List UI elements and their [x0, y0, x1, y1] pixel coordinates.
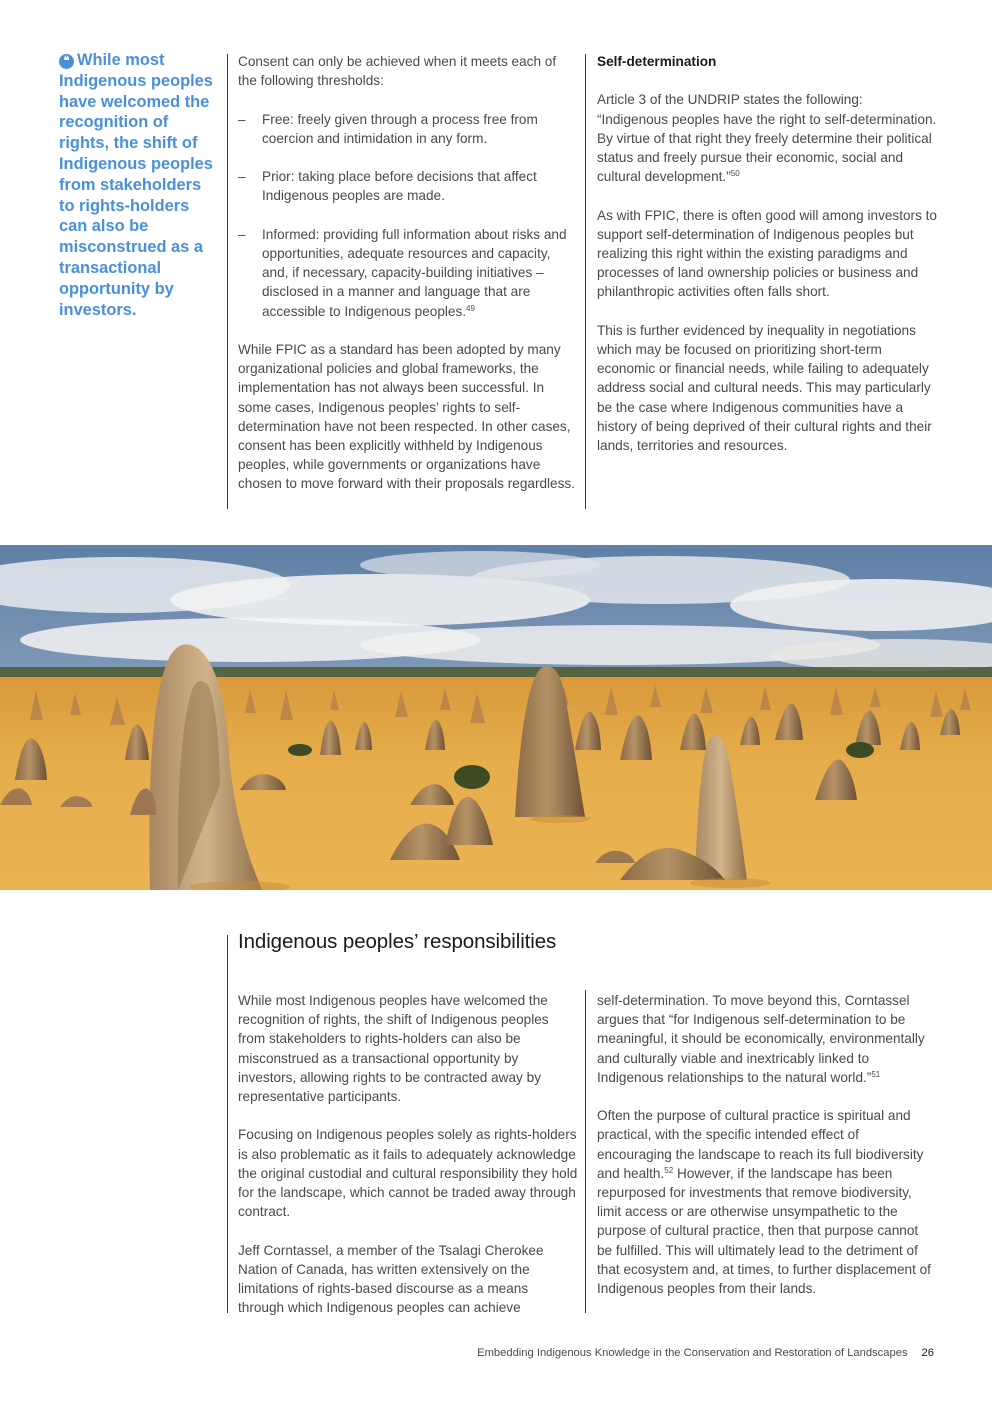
page-number: 26: [921, 1347, 934, 1359]
footnote-ref-50: 50: [730, 169, 740, 179]
self-determination-heading: Self-determination: [597, 54, 717, 69]
pull-quote-text: While most Indigenous peoples have welcomed the recognition of rights, the shift of Indigenous peoples from stakeholders to rights-holders can also be misconstrued as a transactional opportunity by investors.: [59, 51, 213, 319]
rights-holders-paragraph: Focusing on Indigenous peoples solely as rights-holders is also problematic as it fails to adequately acknowledge the original custodial and cultural responsibility they hold for the landscape, which cannot be traded away through contract.: [238, 1127, 578, 1220]
threshold-prior: – Prior: taking place before decisions that affect Indigenous peoples are made.: [238, 169, 537, 204]
undrip-paragraph: Article 3 of the UNDRIP states the following: “Indigenous peoples have the right to self-determination. By virtue of that right they freely determine their political status and freely pursue their economic, social and cultural development.”$^{50}$: [597, 92, 937, 185]
cultural-practice-paragraph: Often the purpose of cultural practice is spiritual and practical, with the specific intended effect of encouraging the landscape to reach its full biodiversity and health.$^{52}$ However, if the landscape has been repurposed for investments that remove biodiversity, limit access or are otherwise unsympathetic to the purpose of cultural practice, then that purpose cannot be fulfilled. This will ultimately lead to the detriment of that ecosystem and, at times, to further displacement of Indigenous peoples from their lands.: [597, 1108, 931, 1297]
rights-paragraph: While most Indigenous peoples have welcomed the recognition of rights, the shift of Indigenous peoples from stakeholders to rights-holders can also be misconstrued as a transactional opportunity by investors, allowing rights to be contracted away by representative participants.: [238, 993, 549, 1105]
quote-icon: ❝: [59, 54, 74, 69]
responsibilities-column-left: [238, 991, 578, 1317]
responsibilities-column-right: [597, 991, 937, 1298]
threshold-informed: – Informed: providing full information about risks and opportunities, adequate resources and capacity, and, if necessary, capacity-building initiatives – disclosed in a manner and language that are accessible to Indigenous peoples.$^{49}$: [238, 226, 567, 319]
self-determination-continued: self-determination. To move beyond this, Corntassel argues that “for Indigenous self-determination to be meaningful, it should be economically, environmentally and culturally viable and inextricably linked to Indigenous relationships to the natural world.”$^{51}$: [597, 993, 925, 1085]
column-rule-bottom-right: [585, 990, 586, 1313]
footnote-ref-49: 49: [466, 303, 475, 313]
footnote-ref-51: 51: [871, 1069, 881, 1079]
section-title: Indigenous peoples’ responsibilities: [238, 930, 557, 953]
fpic-intro: Consent can only be achieved when it meets each of the following thresholds:: [238, 54, 557, 89]
footer-title: Embedding Indigenous Knowledge in the Conservation and Restoration of Landscapes: [477, 1347, 908, 1359]
footnote-ref-52: 52: [664, 1165, 674, 1175]
desert-pinnacles-photo: [0, 545, 992, 890]
column-rule-top-left: [227, 54, 228, 509]
good-will-paragraph: As with FPIC, there is often good will among investors to support self-determination of Indigenous peoples but realizing this right within the existing paradigms and processes of land ownership policies or business and philanthropic activities often falls short.: [597, 207, 937, 300]
page-footer: [400, 1347, 934, 1359]
column-rule-top-right: [585, 54, 586, 509]
corntassel-paragraph: Jeff Corntassel, a member of the Tsalagi Cherokee Nation of Canada, has written extensively on the limitations of rights-based discourse as a means through which Indigenous peoples can achieve: [238, 1242, 544, 1316]
column-rule-bottom-left: [227, 935, 228, 1313]
fpic-paragraph: While FPIC as a standard has been adopted by many organizational policies and global frameworks, the implementation has not always been successful. In some cases, Indigenous peoples’ rights to self-determination have not been respected. In other cases, consent has been explicitly withheld by Indigenous peoples, while governments or organizations have chosen to move forward with their proposals regardless.: [238, 341, 575, 492]
threshold-free: – Free: freely given through a process free from coercion and intimidation in any form.: [238, 111, 538, 146]
pull-quote: [59, 50, 219, 320]
fpic-column: [238, 52, 578, 494]
self-determination-column: [597, 52, 937, 455]
inequality-paragraph: This is further evidenced by inequality in negotiations which may be focused on prioritizing short-term economic or financial needs, while failing to adequately address social and cultural needs. This may particularly be the case where Indigenous communities have a history of being deprived of their cultural rights and their lands, territories and resources.: [597, 322, 932, 454]
